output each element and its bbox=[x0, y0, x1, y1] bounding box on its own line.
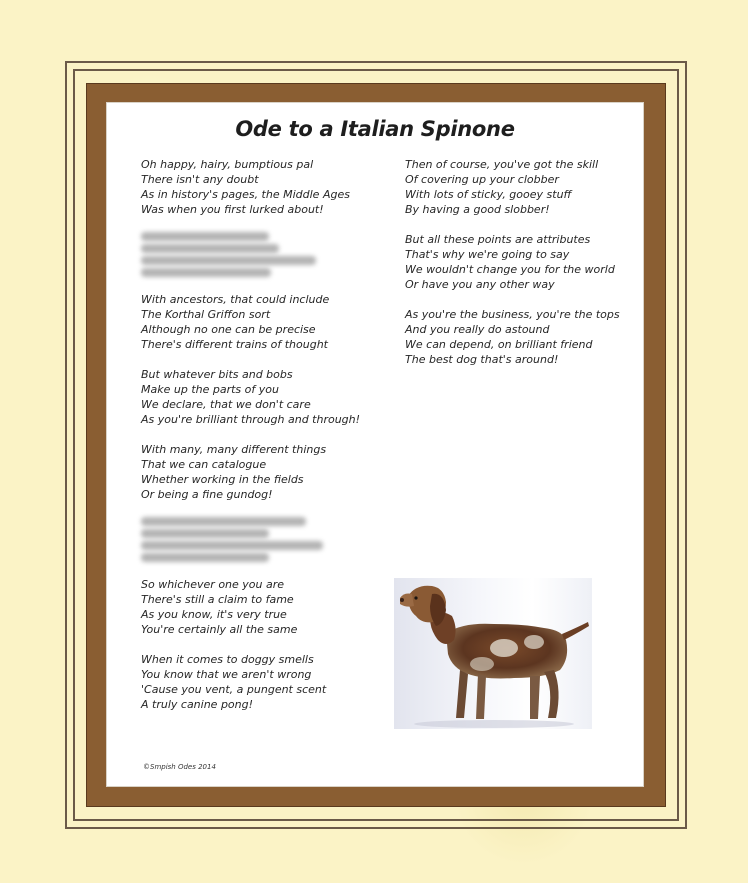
poem-line: Whether working in the fields bbox=[141, 473, 304, 486]
spinone-dog-image bbox=[394, 578, 592, 729]
poem-page bbox=[107, 103, 643, 786]
poem-line: But all these points are attributes bbox=[405, 233, 591, 246]
poem-line: We can depend, on brilliant friend bbox=[405, 338, 593, 351]
blurred-stanza bbox=[141, 517, 381, 562]
stanza bbox=[141, 652, 381, 712]
blurred-line bbox=[141, 517, 306, 526]
poem-line: As you know, it's very true bbox=[141, 608, 287, 621]
poem-line: Make up the parts of you bbox=[141, 383, 279, 396]
poem-line: Although no one can be precise bbox=[141, 323, 316, 336]
poem-line: You're certainly all the same bbox=[141, 623, 298, 636]
poem-line: The best dog that's around! bbox=[405, 353, 559, 366]
poem-line: But whatever bits and bobs bbox=[141, 368, 293, 381]
blurred-stanza bbox=[141, 232, 381, 277]
poem-line: That we can catalogue bbox=[141, 458, 267, 471]
poem-line: Was when you first lurked about! bbox=[141, 203, 324, 216]
poem-line: With ancestors, that could include bbox=[141, 293, 330, 306]
poem-line: Or have you any other way bbox=[405, 278, 555, 291]
dog-photo bbox=[394, 578, 592, 729]
poem-line: With lots of sticky, gooey stuff bbox=[405, 188, 572, 201]
blurred-line bbox=[141, 244, 279, 253]
blurred-line bbox=[141, 256, 316, 265]
poem-line: We declare, that we don't care bbox=[141, 398, 311, 411]
poem-line: So whichever one you are bbox=[141, 578, 285, 591]
right-poem-column bbox=[405, 157, 635, 382]
poem-line: That's why we're going to say bbox=[405, 248, 570, 261]
stanza bbox=[141, 442, 381, 502]
stanza bbox=[141, 367, 381, 427]
poem-line: There's still a claim to fame bbox=[141, 593, 294, 606]
poem-line: Oh happy, hairy, bumptious pal bbox=[141, 158, 314, 171]
stanza bbox=[141, 157, 381, 217]
stanza bbox=[405, 307, 635, 367]
poem-line: The Korthal Griffon sort bbox=[141, 308, 271, 321]
blurred-line bbox=[141, 232, 269, 241]
poem-line: Then of course, you've got the skill bbox=[405, 158, 599, 171]
blurred-line bbox=[141, 529, 269, 538]
poem-line: Or being a fine gundog! bbox=[141, 488, 273, 501]
left-poem-column bbox=[141, 157, 381, 727]
stanza bbox=[405, 232, 635, 292]
blurred-line bbox=[141, 268, 271, 277]
poem-title: Ode to a Italian Spinone bbox=[235, 117, 515, 141]
poem-line: We wouldn't change you for the world bbox=[405, 263, 615, 276]
poem-line: Of covering up your clobber bbox=[405, 173, 559, 186]
poem-line: As in history's pages, the Middle Ages bbox=[141, 188, 350, 201]
blurred-line bbox=[141, 541, 323, 550]
poem-line: By having a good slobber! bbox=[405, 203, 550, 216]
poem-line: There's different trains of thought bbox=[141, 338, 328, 351]
blurred-line bbox=[141, 553, 269, 562]
poem-line: You know that we aren't wrong bbox=[141, 668, 312, 681]
stanza bbox=[405, 157, 635, 217]
poem-line: And you really do astound bbox=[405, 323, 550, 336]
poem-line: As you're the business, you're the tops bbox=[405, 308, 620, 321]
poem-line: With many, many different things bbox=[141, 443, 327, 456]
stanza bbox=[141, 292, 381, 352]
stanza bbox=[141, 577, 381, 637]
poem-line: When it comes to doggy smells bbox=[141, 653, 314, 666]
poem-line: A truly canine pong! bbox=[141, 698, 254, 711]
poem-line: As you're brilliant through and through! bbox=[141, 413, 361, 426]
poem-line: 'Cause you vent, a pungent scent bbox=[141, 683, 327, 696]
poem-line: There isn't any doubt bbox=[141, 173, 259, 186]
copyright-text: ©Smpish Odes 2014 bbox=[143, 763, 216, 771]
